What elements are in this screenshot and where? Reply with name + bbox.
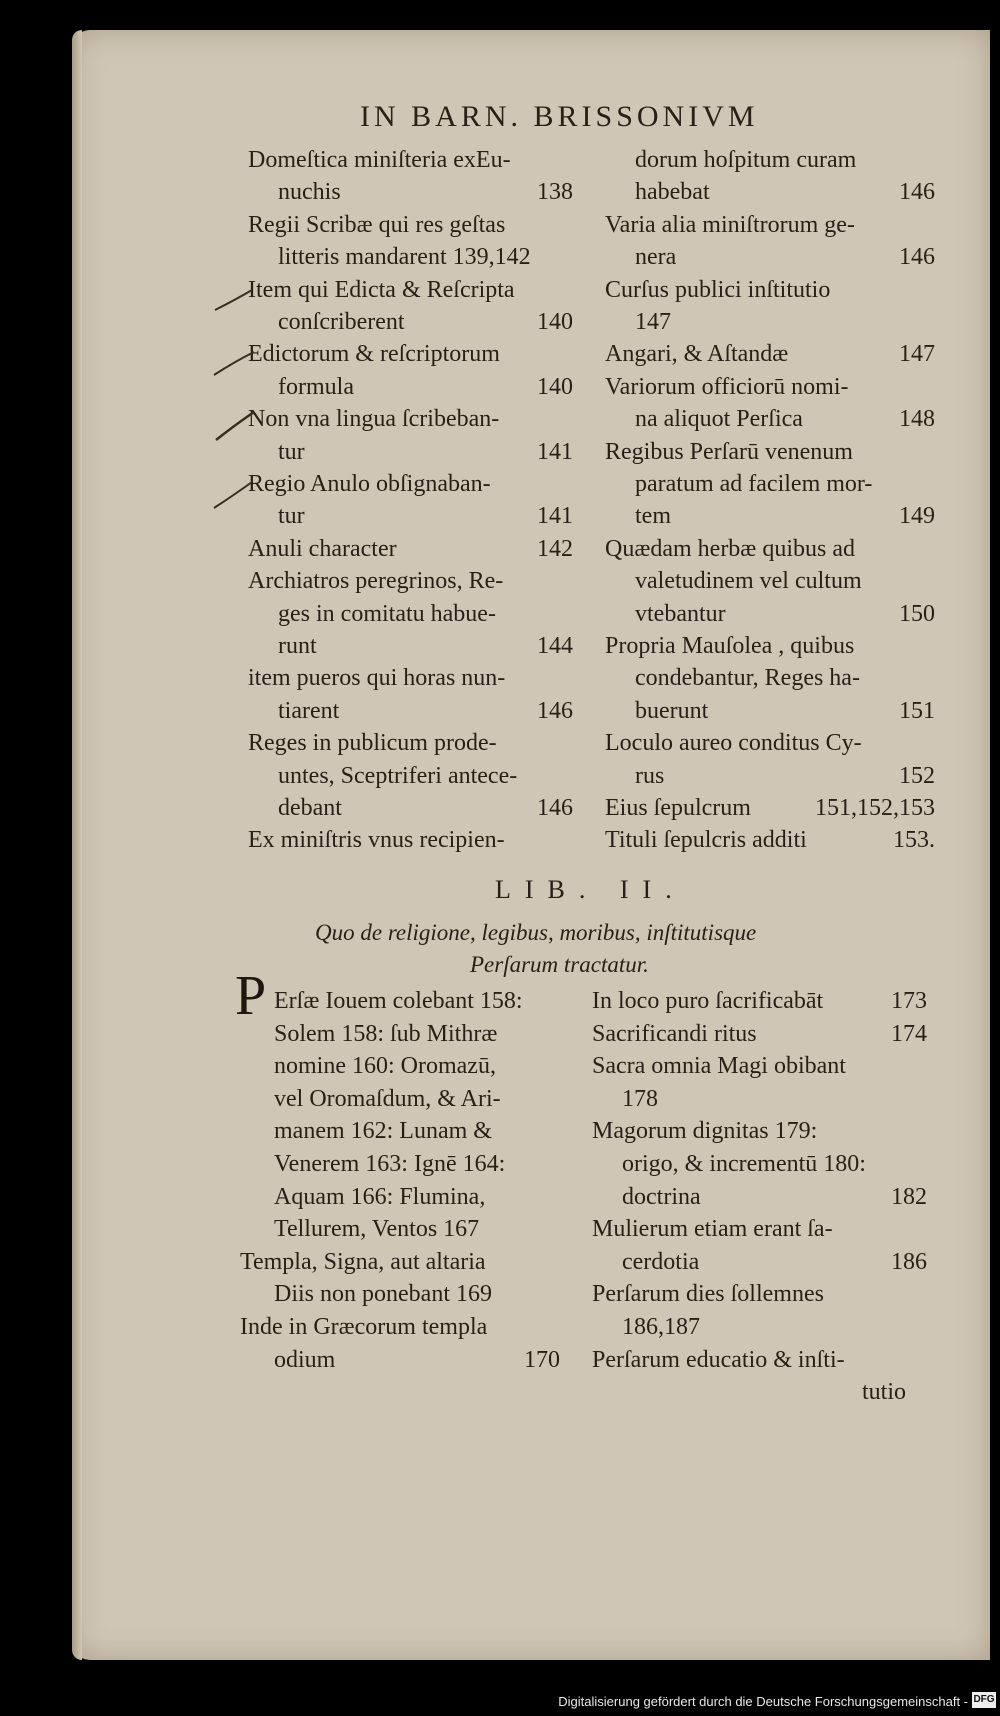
index-entry [592, 1115, 927, 1147]
index-entry [605, 792, 935, 824]
index-entry [605, 306, 935, 338]
entry-text: item pueros qui horas nun- [248, 665, 506, 692]
index-entry [248, 306, 573, 338]
entry-text: Domeſtica miniſteria exEu- [248, 147, 511, 173]
entry-text: Reges in publicum prode- [248, 730, 497, 757]
index-entry [248, 144, 573, 176]
entry-text: Perſarum dies ſollemnes [592, 1281, 824, 1308]
entry-text: Venerem 163: Ignē 164: [274, 1151, 506, 1177]
entry-text: 147 [635, 309, 671, 335]
index-entry [592, 1246, 927, 1278]
index-entry [605, 760, 935, 792]
entry-text: Sacrificandi ritus [592, 1020, 757, 1047]
entry-text: Mulierum etiam erant ſa- [592, 1216, 833, 1243]
entry-text: valetudinem vel cultum [635, 568, 862, 595]
entry-text: Propria Mauſolea , quibus [605, 633, 855, 659]
entry-page-number: 182 [891, 1183, 927, 1210]
index-entry [248, 274, 573, 306]
index-entry [248, 533, 573, 565]
index-entry [240, 1148, 560, 1180]
entry-text: Tellurem, Ventos 167 [274, 1216, 480, 1243]
entry-text: condebantur, Reges ha- [635, 665, 860, 692]
entry-page-number: 150 [899, 600, 935, 627]
entry-text: cerdotia [622, 1248, 700, 1275]
entry-text: conſcriberent [278, 309, 405, 335]
entry-text: nomine 160: Oromazū, [274, 1053, 496, 1080]
page-edge [72, 30, 82, 1660]
entry-text: Ex miniſtris vnus recipien- [248, 827, 505, 854]
entry-text: 178 [622, 1085, 658, 1112]
index-entry [605, 533, 935, 565]
index-entry [240, 1344, 560, 1376]
index-entry [248, 403, 573, 435]
index-entry [605, 598, 935, 630]
entry-text: Inde in Græcorum templa [240, 1314, 488, 1340]
index-entry [592, 1148, 927, 1180]
index-entry [592, 1181, 927, 1213]
book-heading: LIB. II. [495, 875, 686, 904]
entry-text: Solem 158: ſub Mithræ [274, 1020, 498, 1047]
entry-text: Erſæ Iouem colebant 158: [274, 988, 523, 1014]
index-entry [605, 468, 935, 500]
index-entry [248, 371, 573, 403]
index-entry [592, 1344, 927, 1376]
index-entry [248, 792, 573, 824]
index-entry [592, 1278, 927, 1310]
entry-text: Eius ſepulcrum [605, 795, 751, 821]
entry-text: formula [278, 373, 354, 400]
index-entry [605, 209, 935, 241]
entry-text: tutio [862, 1379, 907, 1406]
entry-text: vel Oromaſdum, & Ari- [274, 1085, 501, 1112]
index-entry [605, 565, 935, 597]
index-entry [592, 1311, 927, 1343]
entry-text: tiarent [278, 697, 340, 724]
entry-page-number: 148 [899, 406, 935, 433]
entry-text: na aliquot Perſica [635, 406, 803, 433]
index-entry [240, 1246, 560, 1278]
entry-page-number: 170 [524, 1346, 560, 1373]
entry-page-number: 146 [537, 795, 573, 821]
index-entry [240, 1181, 560, 1213]
entry-text: Diis non ponebant 169 [274, 1281, 492, 1308]
index-entry [605, 824, 935, 856]
entry-text: Magorum dignitas 179: [592, 1118, 818, 1145]
entry-text: tur [278, 438, 305, 465]
index-entry [605, 630, 935, 662]
index-entry [240, 1213, 560, 1245]
entry-page-number: 140 [537, 309, 573, 335]
index-entry [248, 338, 573, 370]
entry-text: Loculo aureo conditus Cy- [605, 730, 862, 757]
entry-text: Item qui Edicta & Reſcripta [248, 276, 515, 303]
entry-page-number: 173 [891, 988, 927, 1014]
index-entry [248, 824, 573, 856]
entry-page-number: 152 [899, 762, 935, 789]
entry-page-number: 186 [891, 1248, 927, 1275]
entry-text: paratum ad facilem mor- [635, 471, 873, 497]
entry-page-number: 140 [537, 373, 573, 400]
entry-text: runt [278, 633, 317, 659]
entry-text: Quædam herbæ quibus ad [605, 535, 855, 562]
entry-page-number: 146 [537, 697, 573, 724]
entry-page-number: 149 [899, 503, 935, 530]
index-entry [248, 468, 573, 500]
entry-text: habebat [635, 179, 710, 206]
index-entry [248, 598, 573, 630]
index-entry [248, 500, 573, 532]
index-entry [605, 338, 935, 370]
entry-text: Varia alia miniſtrorum ge- [605, 211, 855, 238]
index-entry [592, 1376, 927, 1408]
entry-text: rus [635, 762, 665, 789]
entry-text: Tituli ſepulcris additi [605, 827, 807, 854]
entry-text: Anuli character [248, 535, 397, 562]
entry-text: Aquam 166: Flumina, [274, 1183, 486, 1210]
index-entry [605, 662, 935, 694]
book-subtitle-line-2: Perſarum tractatur. [470, 952, 649, 977]
entry-text: ges in comitatu habue- [278, 600, 496, 627]
index-entry [240, 1311, 560, 1343]
index-entry [240, 1018, 560, 1050]
index-entry [248, 176, 573, 208]
index-entry [592, 1018, 927, 1050]
entry-page-number: 174 [891, 1020, 927, 1047]
index-entry [592, 1213, 927, 1245]
entry-text: manem 162: Lunam & [274, 1118, 492, 1145]
entry-page-number: 151,152,153 [815, 795, 935, 821]
index-entry [248, 565, 573, 597]
entry-text: tem [635, 503, 671, 530]
entry-text: vtebantur [635, 600, 726, 627]
index-entry [248, 436, 573, 468]
index-entry [240, 1083, 560, 1115]
entry-text: Non vna lingua ſcribeban- [248, 406, 500, 433]
entry-text: dorum hoſpitum curam [635, 147, 857, 173]
index-entry [248, 209, 573, 241]
entry-text: Sacra omnia Magi obibant [592, 1053, 846, 1080]
entry-text: odium [274, 1346, 336, 1373]
index-entry [605, 403, 935, 435]
entry-text: Regio Anulo obſignaban- [248, 471, 491, 497]
book-subtitle-line-1: Quo de religione, legibus, moribus, inſtitutisque [315, 920, 757, 945]
index-entry [605, 274, 935, 306]
index-entry [240, 985, 560, 1017]
index-entry [605, 241, 935, 273]
entry-text: Variorum officiorū nomi- [605, 373, 849, 400]
footer-bar [0, 1684, 1000, 1716]
entry-text: tur [278, 503, 305, 530]
entry-text: origo, & incrementū 180: [622, 1151, 866, 1177]
entry-text: Angari, & Aſtandæ [605, 341, 789, 368]
index-entry [605, 176, 935, 208]
entry-text: Archiatros peregrinos, Re- [248, 568, 504, 595]
index-entry [240, 1278, 560, 1310]
index-entry [248, 630, 573, 662]
entry-text: nera [635, 244, 677, 271]
entry-text: untes, Sceptriferi antece- [278, 762, 518, 789]
entry-page-number: 151 [899, 697, 935, 724]
entry-text: 186,187 [622, 1314, 700, 1340]
entry-text: doctrina [622, 1183, 701, 1210]
footer-text: Digitalisierung gefördert durch die Deutsche Forschungsgemeinschaft - [558, 1694, 968, 1709]
index-entry [248, 760, 573, 792]
entry-text: buerunt [635, 697, 709, 724]
index-entry [592, 1083, 927, 1115]
drop-cap: P [235, 965, 267, 1027]
entry-page-number: 146 [899, 244, 935, 271]
index-entry [240, 1050, 560, 1082]
entry-page-number: 138 [537, 179, 573, 206]
index-entry [605, 500, 935, 532]
entry-page-number: 141 [537, 503, 573, 530]
index-entry [605, 695, 935, 727]
index-entry [605, 436, 935, 468]
entry-text: Regibus Perſarū venenum [605, 438, 853, 465]
entry-text: litteris mandarent 139,142 [278, 244, 531, 271]
entry-text: Edictorum & reſcriptorum [248, 341, 500, 368]
running-head: IN BARN. BRISSONIVM [360, 100, 759, 133]
index-entry [248, 241, 573, 273]
entry-text: debant [278, 795, 342, 821]
index-entry [248, 695, 573, 727]
entry-page-number: 147 [899, 341, 935, 368]
entry-page-number: 144 [537, 633, 573, 659]
entry-text: Perſarum educatio & inſti- [592, 1346, 845, 1373]
entry-text: In loco puro ſacrificabāt [592, 988, 824, 1014]
entry-page-number: 146 [899, 179, 935, 206]
index-entry [605, 727, 935, 759]
index-entry [605, 371, 935, 403]
entry-page-number: 141 [537, 438, 573, 465]
index-entry [592, 985, 927, 1017]
entry-text: Curſus publici inſtitutio [605, 276, 831, 303]
entry-page-number: 142 [537, 535, 573, 562]
dfg-logo: DFG [972, 1692, 996, 1708]
index-entry [240, 1115, 560, 1147]
index-entry [592, 1050, 927, 1082]
entry-page-number: 153. [893, 827, 935, 854]
index-entry [248, 727, 573, 759]
entry-text: nuchis [278, 179, 341, 206]
index-entry [248, 662, 573, 694]
entry-text: Regii Scribæ qui res geſtas [248, 211, 506, 238]
index-entry [605, 144, 935, 176]
entry-text: Templa, Signa, aut altaria [240, 1248, 486, 1275]
ink-marks [210, 280, 270, 520]
